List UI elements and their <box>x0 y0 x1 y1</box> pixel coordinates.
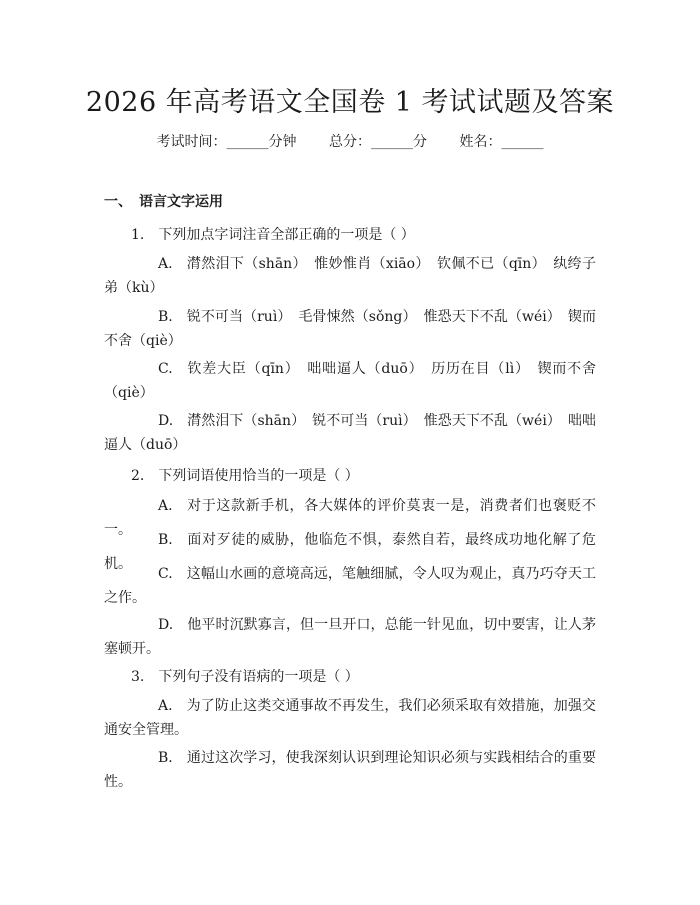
question-2-option-d <box>104 613 596 661</box>
option-text: 潸然泪下（shān） 锐不可当（ruì） 惟恐天下不乱（wéi） 咄咄逼人（duō） <box>104 413 596 453</box>
page-title: 2026 年高考语文全国卷 1 考试试题及答案 <box>85 87 615 118</box>
exam-score: 总分：______分 <box>329 134 427 150</box>
option-letter: C. <box>158 566 173 582</box>
option-text: 钦差大臣（qīn） 咄咄逼人（duō） 历历在目（lì） 锲而不舍（qiè） <box>104 361 596 401</box>
section-heading: 一、 语言文字运用 <box>104 194 223 210</box>
option-letter: A. <box>158 498 173 514</box>
option-text: 对于这款新手机，各大媒体的评价莫衷一是，消费者们也褒贬不一。 <box>104 498 596 538</box>
question-3-option-b <box>104 746 596 794</box>
option-letter: A. <box>158 256 173 272</box>
question-1-option-d <box>104 409 596 457</box>
exam-meta <box>0 131 700 151</box>
option-letter: C. <box>158 361 173 377</box>
exam-time: 考试时间：______分钟 <box>156 134 297 150</box>
option-letter: B. <box>158 750 173 766</box>
question-3-stem: 3. 下列句子没有语病的一项是（ ） <box>131 669 359 685</box>
exam-name: 姓名：______ <box>459 134 544 150</box>
option-letter: A. <box>158 698 173 714</box>
option-text: 锐不可当（ruì） 毛骨悚然（sǒng） 惟恐天下不乱（wéi） 锲而不舍（qiè） <box>104 309 596 349</box>
question-1-option-c <box>104 357 596 405</box>
option-text: 通过这次学习，使我深刻认识到理论知识必须与实践相结合的重要性。 <box>104 750 596 790</box>
question-2-option-c <box>104 562 596 610</box>
option-text: 为了防止这类交通事故不再发生，我们必须采取有效措施，加强交通安全管理。 <box>104 698 596 738</box>
question-2-stem: 2. 下列词语使用恰当的一项是（ ） <box>131 468 359 484</box>
option-letter: B. <box>158 309 173 325</box>
option-text: 面对歹徒的威胁，他临危不惧，泰然自若，最终成功地化解了危机。 <box>104 532 596 572</box>
option-letter: D. <box>158 413 174 429</box>
question-1-option-a <box>104 252 596 300</box>
option-letter: D. <box>158 617 174 633</box>
option-text: 他平时沉默寡言，但一旦开口，总能一针见血，切中要害，让人茅塞顿开。 <box>104 617 596 657</box>
question-1-stem: 1. 下列加点字词注音全部正确的一项是（ ） <box>131 227 415 243</box>
option-text: 这幅山水画的意境高远，笔触细腻，令人叹为观止，真乃巧夺天工之作。 <box>104 566 596 606</box>
question-3-option-a <box>104 694 596 742</box>
option-text: 潸然泪下（shān） 惟妙惟肖（xiāo） 钦佩不已（qīn） 纨绔子弟（kù） <box>104 256 596 296</box>
question-1-option-b <box>104 305 596 353</box>
option-letter: B. <box>158 532 173 548</box>
